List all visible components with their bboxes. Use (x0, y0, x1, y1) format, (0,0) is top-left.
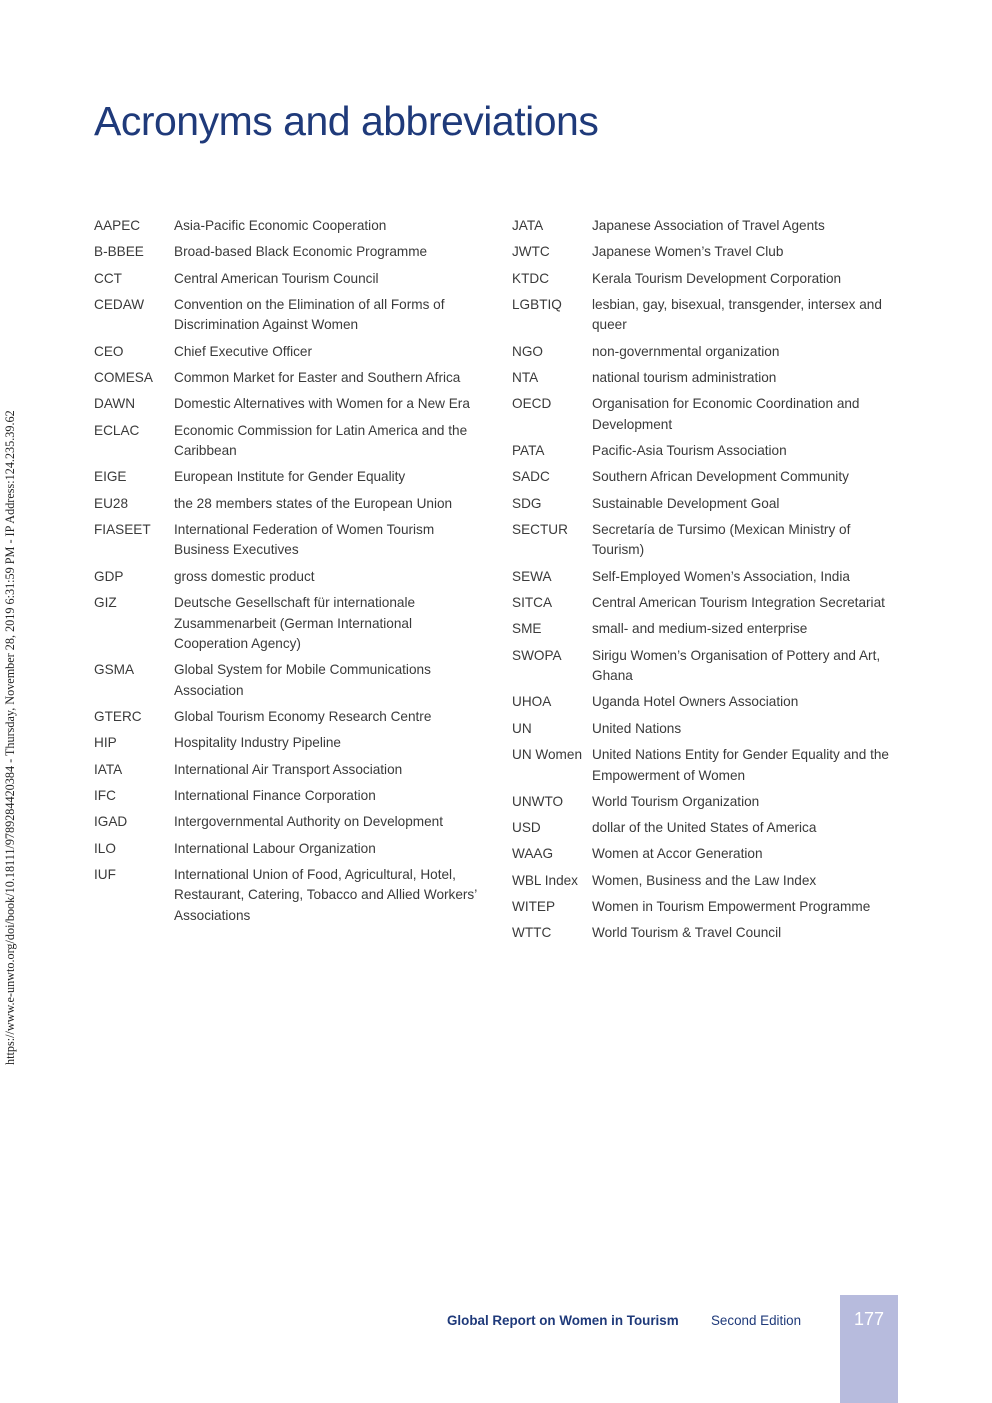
list-item (512, 368, 912, 389)
footer-publication-title: Global Report on Women in Tourism (447, 1313, 679, 1328)
list-item (94, 593, 494, 655)
acronym: SEWA (512, 568, 552, 584)
definition: European Institute for Gender Equality (174, 469, 406, 485)
acronym: ECLAC (94, 422, 140, 438)
definition: gross domestic product (174, 568, 315, 584)
definition: International Union of Food, Agricultural, Hotel, Restaurant, Catering, Tobacco and Allied Workers’ Associations (174, 866, 477, 923)
list-item (94, 421, 494, 462)
list-item (512, 844, 912, 865)
definition: Japanese Association of Travel Agents (592, 218, 825, 233)
list-item (94, 520, 494, 561)
list-item (94, 295, 494, 336)
list-item (512, 520, 912, 561)
acronym: GIZ (94, 595, 117, 611)
definition: Central American Tourism Integration Secretariat (592, 595, 885, 611)
definition: Asia-Pacific Economic Cooperation (174, 218, 387, 233)
list-item (94, 786, 494, 807)
acronym: IFC (94, 788, 116, 804)
acronym: OECD (512, 396, 552, 412)
definition: World Tourism Organization (592, 793, 760, 809)
definition: World Tourism & Travel Council (592, 925, 782, 941)
list-item (512, 342, 912, 363)
definition: small- and medium-sized enterprise (592, 621, 808, 637)
acronym: SECTUR (512, 521, 568, 537)
list-item (94, 707, 494, 728)
definition: Domestic Alternatives with Women for a New Era (174, 396, 470, 412)
acronym: IATA (94, 761, 123, 777)
list-item (512, 593, 912, 614)
definition: Global Tourism Economy Research Centre (174, 709, 432, 725)
list-item (512, 692, 912, 713)
list-item (512, 646, 912, 687)
list-item (512, 494, 912, 515)
list-item (512, 467, 912, 488)
definition: Southern African Development Community (592, 469, 849, 485)
list-item (94, 269, 494, 290)
definition: lesbian, gay, bisexual, transgender, intersex and queer (592, 296, 882, 333)
acronym: NTA (512, 369, 539, 385)
acronym: ILO (94, 840, 116, 856)
page-title: Acronyms and abbreviations (94, 98, 599, 144)
list-item (94, 733, 494, 754)
acronym: UHOA (512, 694, 552, 710)
list-item (94, 368, 494, 389)
list-item (512, 745, 912, 786)
list-item (512, 295, 912, 336)
acronym-list-left (94, 216, 494, 932)
definition: Uganda Hotel Owners Association (592, 694, 799, 710)
list-item (512, 242, 912, 263)
acronym: CEDAW (94, 296, 145, 312)
acronym: EIGE (94, 469, 127, 485)
acronym: FIASEET (94, 521, 151, 537)
list-item (94, 342, 494, 363)
definition: Hospitality Industry Pipeline (174, 735, 341, 751)
list-item (512, 619, 912, 640)
definition: Global System for Mobile Communications Association (174, 662, 431, 698)
acronym: UN (512, 720, 532, 736)
acronym: DAWN (94, 396, 136, 412)
definition: Organisation for Economic Coordination and Development (592, 396, 860, 432)
acronym: EU28 (94, 495, 129, 511)
definition: International Air Transport Association (174, 761, 403, 777)
list-item (94, 494, 494, 515)
acronym: SDG (512, 495, 542, 511)
list-item (94, 242, 494, 263)
list-item (94, 660, 494, 701)
definition: Deutsche Gesellschaft für internationale Zusammenarbeit (German International Cooperation Agency) (174, 595, 416, 652)
list-item (512, 871, 912, 892)
acronym: JWTC (512, 244, 550, 260)
definition: the 28 members states of the European Union (174, 495, 453, 511)
definition: dollar of the United States of America (592, 820, 817, 836)
acronym: GTERC (94, 709, 142, 725)
acronym: CCT (94, 270, 122, 286)
definition: Women in Tourism Empowerment Programme (592, 899, 871, 915)
definition: International Federation of Women Tourism Business Executives (174, 521, 435, 558)
definition: Common Market for Easter and Southern Africa (174, 369, 461, 385)
definition: Intergovernmental Authority on Development (174, 814, 444, 830)
definition: Secretaría de Tursimo (Mexican Ministry of Tourism) (592, 521, 851, 558)
acronym: WAAG (512, 846, 554, 862)
definition: Women at Accor Generation (592, 846, 763, 862)
acronym: WBL Index (512, 872, 578, 888)
definition: Convention on the Elimination of all Forms of Discrimination Against Women (174, 296, 445, 333)
definition: Kerala Tourism Development Corporation (592, 270, 842, 286)
acronym: UN Women (512, 747, 582, 763)
definition: non-governmental organization (592, 343, 780, 359)
list-item (94, 394, 494, 415)
list-item (94, 812, 494, 833)
definition: Central American Tourism Council (174, 270, 379, 286)
acronym: WTTC (512, 925, 552, 941)
acronym: GSMA (94, 662, 135, 678)
list-item (512, 216, 912, 237)
acronym: GDP (94, 568, 124, 584)
definition: United Nations Entity for Gender Equality and the Empowerment of Women (592, 747, 889, 783)
acronym: SWOPA (512, 647, 562, 663)
acronym: UNWTO (512, 793, 564, 809)
list-item (512, 719, 912, 740)
list-item (94, 567, 494, 588)
page-number-tab (840, 1295, 898, 1403)
list-item (512, 269, 912, 290)
list-item (512, 818, 912, 839)
list-item (512, 792, 912, 813)
list-item (94, 839, 494, 860)
list-item (512, 897, 912, 918)
list-item (94, 467, 494, 488)
acronym-list-right (512, 216, 912, 950)
acronym: SADC (512, 469, 550, 485)
list-item (512, 923, 912, 944)
acronym: B-BBEE (94, 244, 144, 260)
download-source-note: https://www.e-unwto.org/doi/book/10.18111/9789284420384 - Thursday, November 28, 2019 6:31:59 PM - IP Address:124.235.39.62 (3, 410, 17, 1065)
definition: Sustainable Development Goal (592, 495, 780, 511)
definition: Economic Commission for Latin America and the Caribbean (174, 422, 468, 459)
list-item (94, 865, 494, 927)
page-number: 177 (853, 1309, 885, 1329)
list-item (512, 441, 912, 462)
definition: Self-Employed Women’s Association, India (592, 568, 850, 584)
acronym: IUF (94, 866, 116, 882)
list-item (94, 760, 494, 781)
acronym: JATA (512, 218, 544, 233)
acronym: HIP (94, 735, 117, 751)
acronym: AAPEC (94, 218, 141, 233)
list-item (512, 567, 912, 588)
list-item (94, 216, 494, 237)
definition: International Labour Organization (174, 840, 376, 856)
acronym: WITEP (512, 899, 556, 915)
acronym: NGO (512, 343, 543, 359)
definition: Women, Business and the Law Index (592, 872, 817, 888)
acronym: SITCA (512, 595, 553, 611)
definition: International Finance Corporation (174, 788, 376, 804)
acronym: SME (512, 621, 542, 637)
acronym: USD (512, 820, 541, 836)
acronym: COMESA (94, 369, 153, 385)
definition: national tourism administration (592, 369, 777, 385)
list-item (512, 394, 912, 435)
acronym: KTDC (512, 270, 550, 286)
definition: Sirigu Women’s Organisation of Pottery and Art, Ghana (592, 647, 881, 684)
acronym: LGBTIQ (512, 296, 562, 312)
definition: Chief Executive Officer (174, 343, 313, 359)
footer-edition: Second Edition (711, 1313, 802, 1328)
acronym: PATA (512, 443, 545, 459)
definition: Pacific-Asia Tourism Association (592, 443, 787, 459)
definition: Japanese Women’s Travel Club (592, 244, 784, 260)
definition: United Nations (592, 720, 682, 736)
acronym: IGAD (94, 814, 128, 830)
definition: Broad-based Black Economic Programme (174, 244, 428, 260)
acronym: CEO (94, 343, 124, 359)
